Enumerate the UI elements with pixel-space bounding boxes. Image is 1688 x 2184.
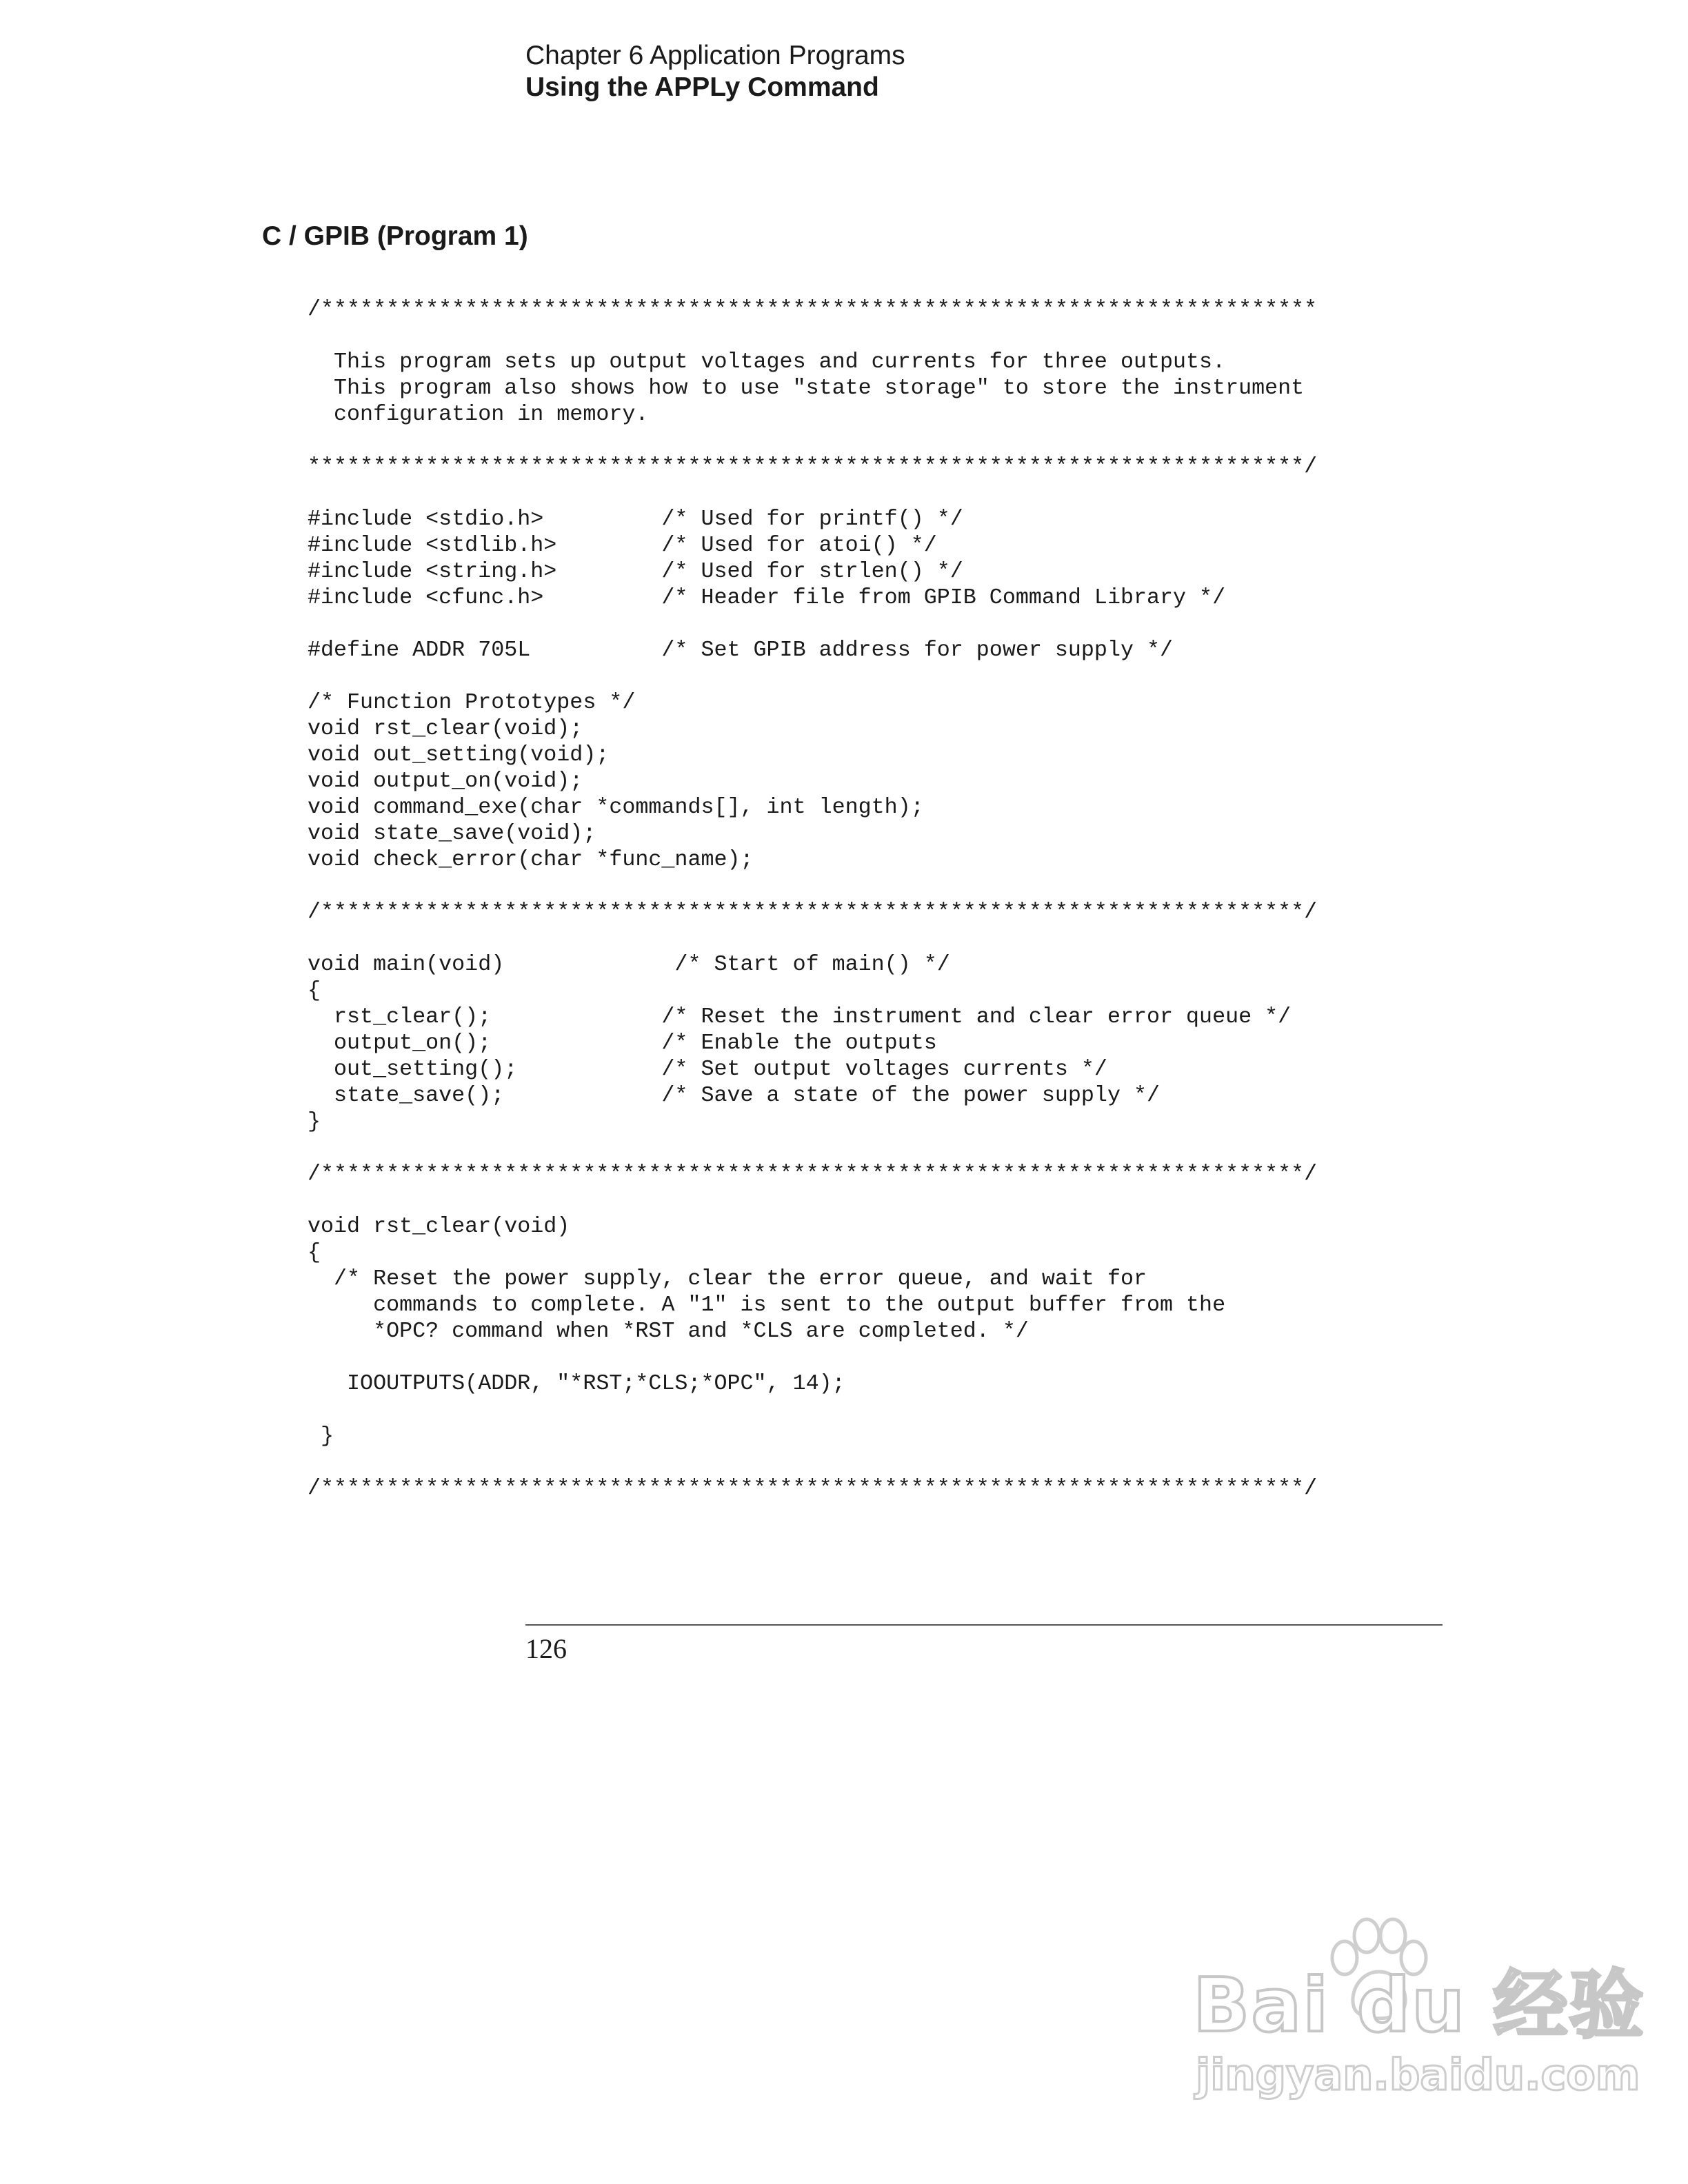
code-line: This program sets up output voltages and currents for three outputs.: [308, 350, 1226, 374]
code-line: void out_setting(void);: [308, 742, 610, 767]
code-line: [308, 1135, 1342, 1161]
chapter-title: Chapter 6 Application Programs: [525, 41, 905, 70]
code-line: }: [308, 1424, 334, 1448]
code-line: /* Reset the power supply, clear the error queue, and wait for: [308, 1266, 1147, 1291]
section-heading: Using the APPLy Command: [525, 72, 879, 102]
code-line: void rst_clear(void);: [308, 716, 583, 741]
code-line: /* Function Prototypes */: [308, 690, 636, 715]
code-line: void state_save(void);: [308, 821, 596, 846]
code-line: #define ADDR 705L /* Set GPIB address for power supply */: [308, 638, 1174, 663]
watermark-url: jingyan.baidu.com: [1196, 2050, 1640, 2100]
code-line: void output_on(void);: [308, 769, 583, 793]
code-line: /***************************************************************************/: [308, 1476, 1318, 1501]
code-line: void command_exe(char *commands[], int length);: [308, 795, 924, 820]
code-line: [308, 1344, 1342, 1371]
code-line: out_setting(); /* Set output voltages currents */: [308, 1057, 1107, 1082]
watermark-brand: Bai du 经验: [1193, 1963, 1645, 2049]
code-line: configuration in memory.: [308, 402, 649, 427]
code-line: /****************************************************************************: [308, 297, 1318, 322]
code-line: This program also shows how to use "state storage" to store the instrument: [308, 376, 1305, 401]
code-line: [308, 1449, 1342, 1475]
code-line: [308, 480, 1342, 506]
code-line: /***************************************************************************/: [308, 1162, 1318, 1186]
code-line: {: [308, 1240, 321, 1265]
code-line: [308, 1187, 1342, 1213]
code-line: #include <stdio.h> /* Used for printf() */: [308, 507, 963, 532]
code-line: [308, 1397, 1342, 1423]
code-line: #include <string.h> /* Used for strlen() */: [308, 559, 963, 584]
code-listing: [308, 296, 1342, 1502]
baidu-jingyan-watermark: [1186, 1910, 1645, 2116]
code-line: #include <cfunc.h> /* Header file from GPIB Command Library */: [308, 585, 1226, 610]
code-line: IOOUTPUTS(ADDR, "*RST;*CLS;*OPC", 14);: [308, 1371, 845, 1396]
code-line: output_on(); /* Enable the outputs: [308, 1031, 937, 1055]
code-line: ****************************************************************************/: [308, 454, 1318, 479]
code-line: {: [308, 978, 321, 1003]
code-line: void check_error(char *func_name);: [308, 847, 754, 872]
code-line: [308, 873, 1342, 899]
code-line: void main(void) /* Start of main() */: [308, 952, 950, 977]
footer-divider: [525, 1624, 1443, 1626]
code-line: state_save(); /* Save a state of the power supply */: [308, 1083, 1160, 1108]
code-line: void rst_clear(void): [308, 1214, 570, 1239]
code-line: /***************************************************************************/: [308, 900, 1318, 924]
page-number: 126: [525, 1633, 567, 1664]
code-line: rst_clear(); /* Reset the instrument and clear error queue */: [308, 1004, 1292, 1029]
code-line: [308, 663, 1342, 689]
code-line: }: [308, 1109, 321, 1134]
code-line: *OPC? command when *RST and *CLS are completed. */: [308, 1319, 1029, 1344]
program-title: C / GPIB (Program 1): [262, 221, 528, 251]
code-line: [308, 323, 1342, 349]
code-line: #include <stdlib.h> /* Used for atoi() */: [308, 533, 937, 558]
code-line: [308, 427, 1342, 454]
code-line: commands to complete. A "1" is sent to the output buffer from the: [308, 1293, 1226, 1317]
code-line: [308, 611, 1342, 637]
code-line: [308, 925, 1342, 951]
